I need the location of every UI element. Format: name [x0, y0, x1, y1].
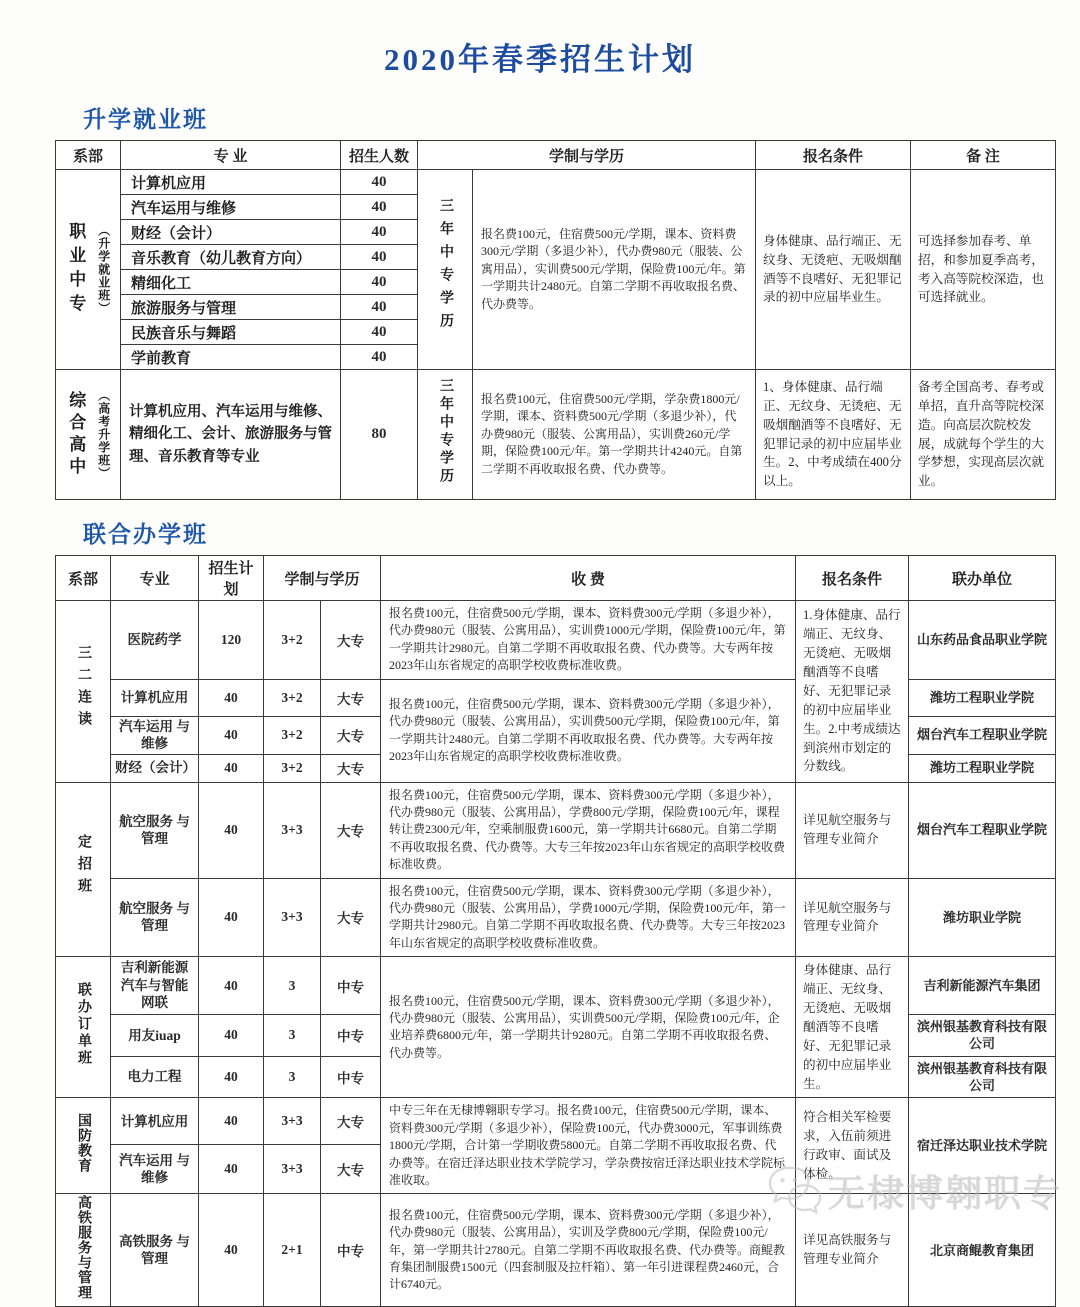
t2-dept-high-speed-rail: [56, 1194, 111, 1307]
schooling-years: 3: [264, 1056, 321, 1098]
partner-name: 山东药品食品职业学院: [909, 601, 1056, 680]
t2-dept-3-2: [56, 601, 111, 783]
t1-header-note: 备 注: [911, 141, 1056, 170]
schooling-level: 大专: [321, 679, 381, 716]
fee-text: 报名费100元，住宿费500元/学期，课本、资料费300元/学期（多退少补），代办费980元（服装、公寓用品），实训费500元/学期，保险费100元/年，企业培养费6800元/年，第一学期共计9280元。自第二学期不再收取报名费、代办费等。: [381, 957, 796, 1098]
major-count: 40: [341, 295, 418, 320]
major-name: 计算机应用: [111, 679, 199, 716]
major-count: 80: [341, 370, 418, 500]
t2-header-partner: 联办单位: [909, 556, 1056, 601]
schooling-level: 大专: [321, 1145, 381, 1194]
section2-heading: 联合办学班: [83, 522, 208, 547]
major-name: 计算机应用、汽车运用与维修、精细化工、会计、旅游服务与管理、音乐教育等专业: [121, 370, 341, 500]
major-name: 航空服务 与管理: [111, 878, 199, 957]
t2-row: [56, 601, 1056, 680]
dept-label: 三二连读: [76, 644, 91, 733]
dept-sub-label: （升学就业班）: [96, 224, 111, 315]
t2-header-major: 专业: [111, 556, 199, 601]
major-count: 40: [341, 195, 418, 220]
schooling-level: 大专: [321, 782, 381, 878]
schooling-years: 3+3: [264, 1098, 321, 1145]
t2-dept-national-defense: [56, 1098, 111, 1194]
t1-note-text: 备考全国高考、春考或单招，直升高等院校深造。向高层次院校发展，成就每个学生的大学梦想，实现高层次就业。: [911, 370, 1056, 500]
t2-row: [56, 878, 1056, 957]
t2-header-condition: 报名条件: [796, 556, 909, 601]
schooling-label: 三年中专学历: [438, 378, 453, 486]
partner-name: 宿迁泽达职业技术学院: [909, 1098, 1056, 1194]
t1-header-schooling: 学制与学历: [418, 141, 756, 170]
major-name: 音乐教育（幼儿教育方向）: [121, 245, 341, 270]
dept-label: 高铁服务与管理: [76, 1195, 91, 1301]
major-count: 40: [341, 270, 418, 295]
condition-text: 详见高铁服务与管理专业简介: [796, 1194, 909, 1307]
plan-count: 40: [199, 1194, 264, 1307]
major-name: 汽车运用与维修: [121, 195, 341, 220]
t1-dept-comprehensive: [56, 370, 121, 500]
partner-name: 潍坊工程职业学院: [909, 754, 1056, 782]
schooling-years: 3+3: [264, 782, 321, 878]
major-name: 民族音乐与舞蹈: [121, 320, 341, 345]
condition-text: 详见航空服务与管理专业简介: [796, 878, 909, 957]
plan-count: 120: [199, 601, 264, 680]
t1-header-major: 专 业: [121, 141, 341, 170]
fee-text: 中专三年在无棣博翱职专学习。报名费100元，住宿费500元/学期，课本、资料费300元/学期（多退少补），保险费100元，代办费3000元，军事训练费1800元/学期，合计第一学期收费5800元。自第二学期不再收取报名费、代办费等。在宿迁泽达职业技术学院学习，学杂费按宿迁泽达职业技术学院标准收取。: [381, 1098, 796, 1194]
schooling-level: 大专: [321, 601, 381, 680]
partner-name: 烟台汽车工程职业学院: [909, 716, 1056, 754]
t2-header-row: [56, 556, 1056, 601]
partner-name: 潍坊职业学院: [909, 878, 1056, 957]
major-name: 医院药学: [111, 601, 199, 680]
major-name: 计算机应用: [111, 1098, 199, 1145]
schooling-years: 3+2: [264, 716, 321, 754]
plan-count: 40: [199, 878, 264, 957]
plan-count: 40: [199, 1015, 264, 1057]
dept-label: 定招班: [76, 833, 91, 900]
dept-label: 联办订单班: [76, 982, 91, 1068]
schooling-level: 大专: [321, 878, 381, 957]
major-name: 学前教育: [121, 345, 341, 370]
major-count: 40: [341, 170, 418, 195]
t1-row: [56, 170, 1056, 195]
major-name: 精细化工: [121, 270, 341, 295]
plan-count: 40: [199, 679, 264, 716]
partner-name: 北京商鲲教育集团: [909, 1194, 1056, 1307]
major-name: 财经（会计）: [121, 220, 341, 245]
section1-heading: 升学就业班: [83, 107, 208, 132]
t2-header-dept: 系部: [56, 556, 111, 601]
t2-header-schooling: 学制与学历: [264, 556, 381, 601]
t2-row: [56, 782, 1056, 878]
major-count: 40: [341, 245, 418, 270]
t2-dept-order-class: [56, 957, 111, 1098]
fee-text: 报名费100元，住宿费500元/学期，课本、资料费300元/学期（多退少补），代办费980元（服装、公寓用品），学费800元/学期，保险费100元/年，课程转让费2300元/年，空乘制服费1600元，第一学期共计6680元。自第二学期不再收取报名费、代办费等。大专三年按2023年山东省规定的高职学校收费标准收费。: [381, 782, 796, 878]
condition-text: 符合相关军检要求，入伍前须进行政审、面试及体检。: [796, 1098, 909, 1194]
t1-schooling-vertical: [418, 170, 473, 370]
condition-text: 1.身体健康、品行端正、无纹身、无烫疤、无吸烟酗酒等不良嗜好、无犯罪记录的初中应届毕业生。2.中考成绩达到滨州市划定的分数线。: [796, 601, 909, 783]
major-name: 旅游服务与管理: [121, 295, 341, 320]
schooling-years: 3: [264, 1015, 321, 1057]
partner-name: 潍坊工程职业学院: [909, 679, 1056, 716]
dept-main-label: 职业中专: [66, 221, 86, 318]
t1-dept-vocational: [56, 170, 121, 370]
major-count: 40: [341, 220, 418, 245]
partner-name: 烟台汽车工程职业学院: [909, 782, 1056, 878]
t1-condition-text: 1、身体健康、品行端正、无纹身、无烫疤、无吸烟酗酒等不良嗜好、无犯罪记录的初中应届毕业生。2、中考成绩在400分以上。: [756, 370, 911, 500]
schooling-level: 大专: [321, 716, 381, 754]
major-count: 40: [341, 320, 418, 345]
plan-count: 40: [199, 1145, 264, 1194]
major-name: 汽车运用 与维修: [111, 716, 199, 754]
condition-text: 身体健康、品行端正、无纹身、无烫疤、无吸烟酗酒等不良嗜好、无犯罪记录的初中应届毕业生。: [796, 957, 909, 1098]
t2-row: [56, 1098, 1056, 1145]
t1-header-row: [56, 141, 1056, 170]
t2-header-fee: 收 费: [381, 556, 796, 601]
t2-row: [56, 957, 1056, 1015]
t1-schooling-vertical: [418, 370, 473, 500]
schooling-years: 3+2: [264, 679, 321, 716]
schooling-level: 大专: [321, 1098, 381, 1145]
major-name: 财经（会计）: [111, 754, 199, 782]
schooling-years: 2+1: [264, 1194, 321, 1307]
schooling-level: 中专: [321, 1056, 381, 1098]
t1-condition-text: 身体健康、品行端正、无纹身、无烫疤、无吸烟酗酒等不良嗜好、无犯罪记录的初中应届毕业生。: [756, 170, 911, 370]
major-name: 计算机应用: [121, 170, 341, 195]
t1-header-condition: 报名条件: [756, 141, 911, 170]
schooling-label: 三年中专学历: [438, 198, 453, 336]
schooling-level: 中专: [321, 957, 381, 1015]
schooling-level: 中专: [321, 1015, 381, 1057]
major-name: 航空服务 与管理: [111, 782, 199, 878]
t1-header-count: 招生人数: [341, 141, 418, 170]
t1-fee-text: 报名费100元，住宿费500元/学期，课本、资料费300元/学期（多退少补），代办费980元（服装、公寓用品），实训费500元/学期，保险费100元/年。第一学期共计2480元。自第二学期不再收取报名费、代办费等。: [473, 170, 756, 370]
condition-text: 详见航空服务与管理专业简介: [796, 782, 909, 878]
fee-text: 报名费100元，住宿费500元/学期，课本、资料费300元/学期（多退少补），代办费980元（服装、公寓用品），实训费500元/学期，保险费100元/年，第一学期共计2480元。自第二学期不再收取报名费、代办费等。大专两年按2023年山东省规定的高职学校收费标准收费。: [381, 679, 796, 782]
t1-note-text: 可选择参加春考、单招，和参加夏季高考，考入高等院校深造，也可选择就业。: [911, 170, 1056, 370]
partner-name: 滨州银基教育科技有限公司: [909, 1015, 1056, 1057]
partner-name: 吉利新能源汽车集团: [909, 957, 1056, 1015]
fee-text: 报名费100元，住宿费500元/学期，课本、资料费300元/学期（多退少补），代办费980元（服装、公寓用品），学费1000元/学期，保险费100元/年，第一学期共计2980元。自第二学期不再收取报名费、代办费等。大专三年按2023年山东省规定的高职学校收费标准收费。: [381, 878, 796, 957]
dept-main-label: 综合高中: [66, 390, 86, 479]
partner-name: 滨州银基教育科技有限公司: [909, 1056, 1056, 1098]
schooling-level: 中专: [321, 1194, 381, 1307]
dept-sub-label: （高考升学班）: [96, 389, 111, 480]
watermark-text: 无棣博翱职专: [828, 1174, 1062, 1215]
schooling-level: 大专: [321, 754, 381, 782]
schooling-years: 3: [264, 957, 321, 1015]
schooling-years: 3+2: [264, 601, 321, 680]
major-name: 汽车运用 与维修: [111, 1145, 199, 1194]
major-name: 电力工程: [111, 1056, 199, 1098]
major-name: 吉利新能源汽车与智能网联: [111, 957, 199, 1015]
t1-header-dept: 系部: [56, 141, 121, 170]
table-advancement-employment: [55, 140, 1056, 500]
major-name: 用友iuap: [111, 1015, 199, 1057]
major-count: 40: [341, 345, 418, 370]
table-joint-programs: [55, 555, 1056, 1307]
schooling-years: 3+2: [264, 754, 321, 782]
plan-count: 40: [199, 1098, 264, 1145]
t2-row: [56, 1194, 1056, 1307]
fee-text: 报名费100元，住宿费500元/学期，课本、资料费300元/学期（多退少补），代办费980元（服装、公寓用品），实训及学费800元/学期，保险费100元/年，第一学期共计2780元。自第二学期不再收取报名费、代办费等。商鲲教育集团制服费1500元（四套制服及拉杆箱）、第一年引进课程费2460元，合计6740元。: [381, 1194, 796, 1307]
dept-label: 国防教育: [76, 1113, 91, 1174]
page-title: 2020年春季招生计划: [384, 42, 696, 77]
schooling-years: 3+3: [264, 1145, 321, 1194]
t1-row-comprehensive: [56, 370, 1056, 500]
plan-count: 40: [199, 716, 264, 754]
plan-count: 40: [199, 1056, 264, 1098]
plan-count: 40: [199, 782, 264, 878]
plan-count: 40: [199, 754, 264, 782]
schooling-years: 3+3: [264, 878, 321, 957]
t2-dept-targeted: [56, 782, 111, 957]
plan-count: 40: [199, 957, 264, 1015]
t2-header-plan: 招生计划: [199, 556, 264, 601]
fee-text: 报名费100元，住宿费500元/学期，课本、资料费300元/学期（多退少补），代办费980元（服装、公寓用品），实训费1000元/学期，保险费100元/年，第一学期共计2980元。自第二学期不再收取报名费、代办费等。大专两年按2023年山东省规定的高职学校收费标准收费。: [381, 601, 796, 680]
t1-fee-text: 报名费100元，住宿费500元/学期，学杂费1800元/学期，课本、资料费500元/学期（多退少补），代办费980元（服装、公寓用品），实训费260元/学期，保险费100元/年。第一学期共计4240元。自第二学期不再收取报名费、代办费等。: [473, 370, 756, 500]
major-name: 高铁服务 与管理: [111, 1194, 199, 1307]
